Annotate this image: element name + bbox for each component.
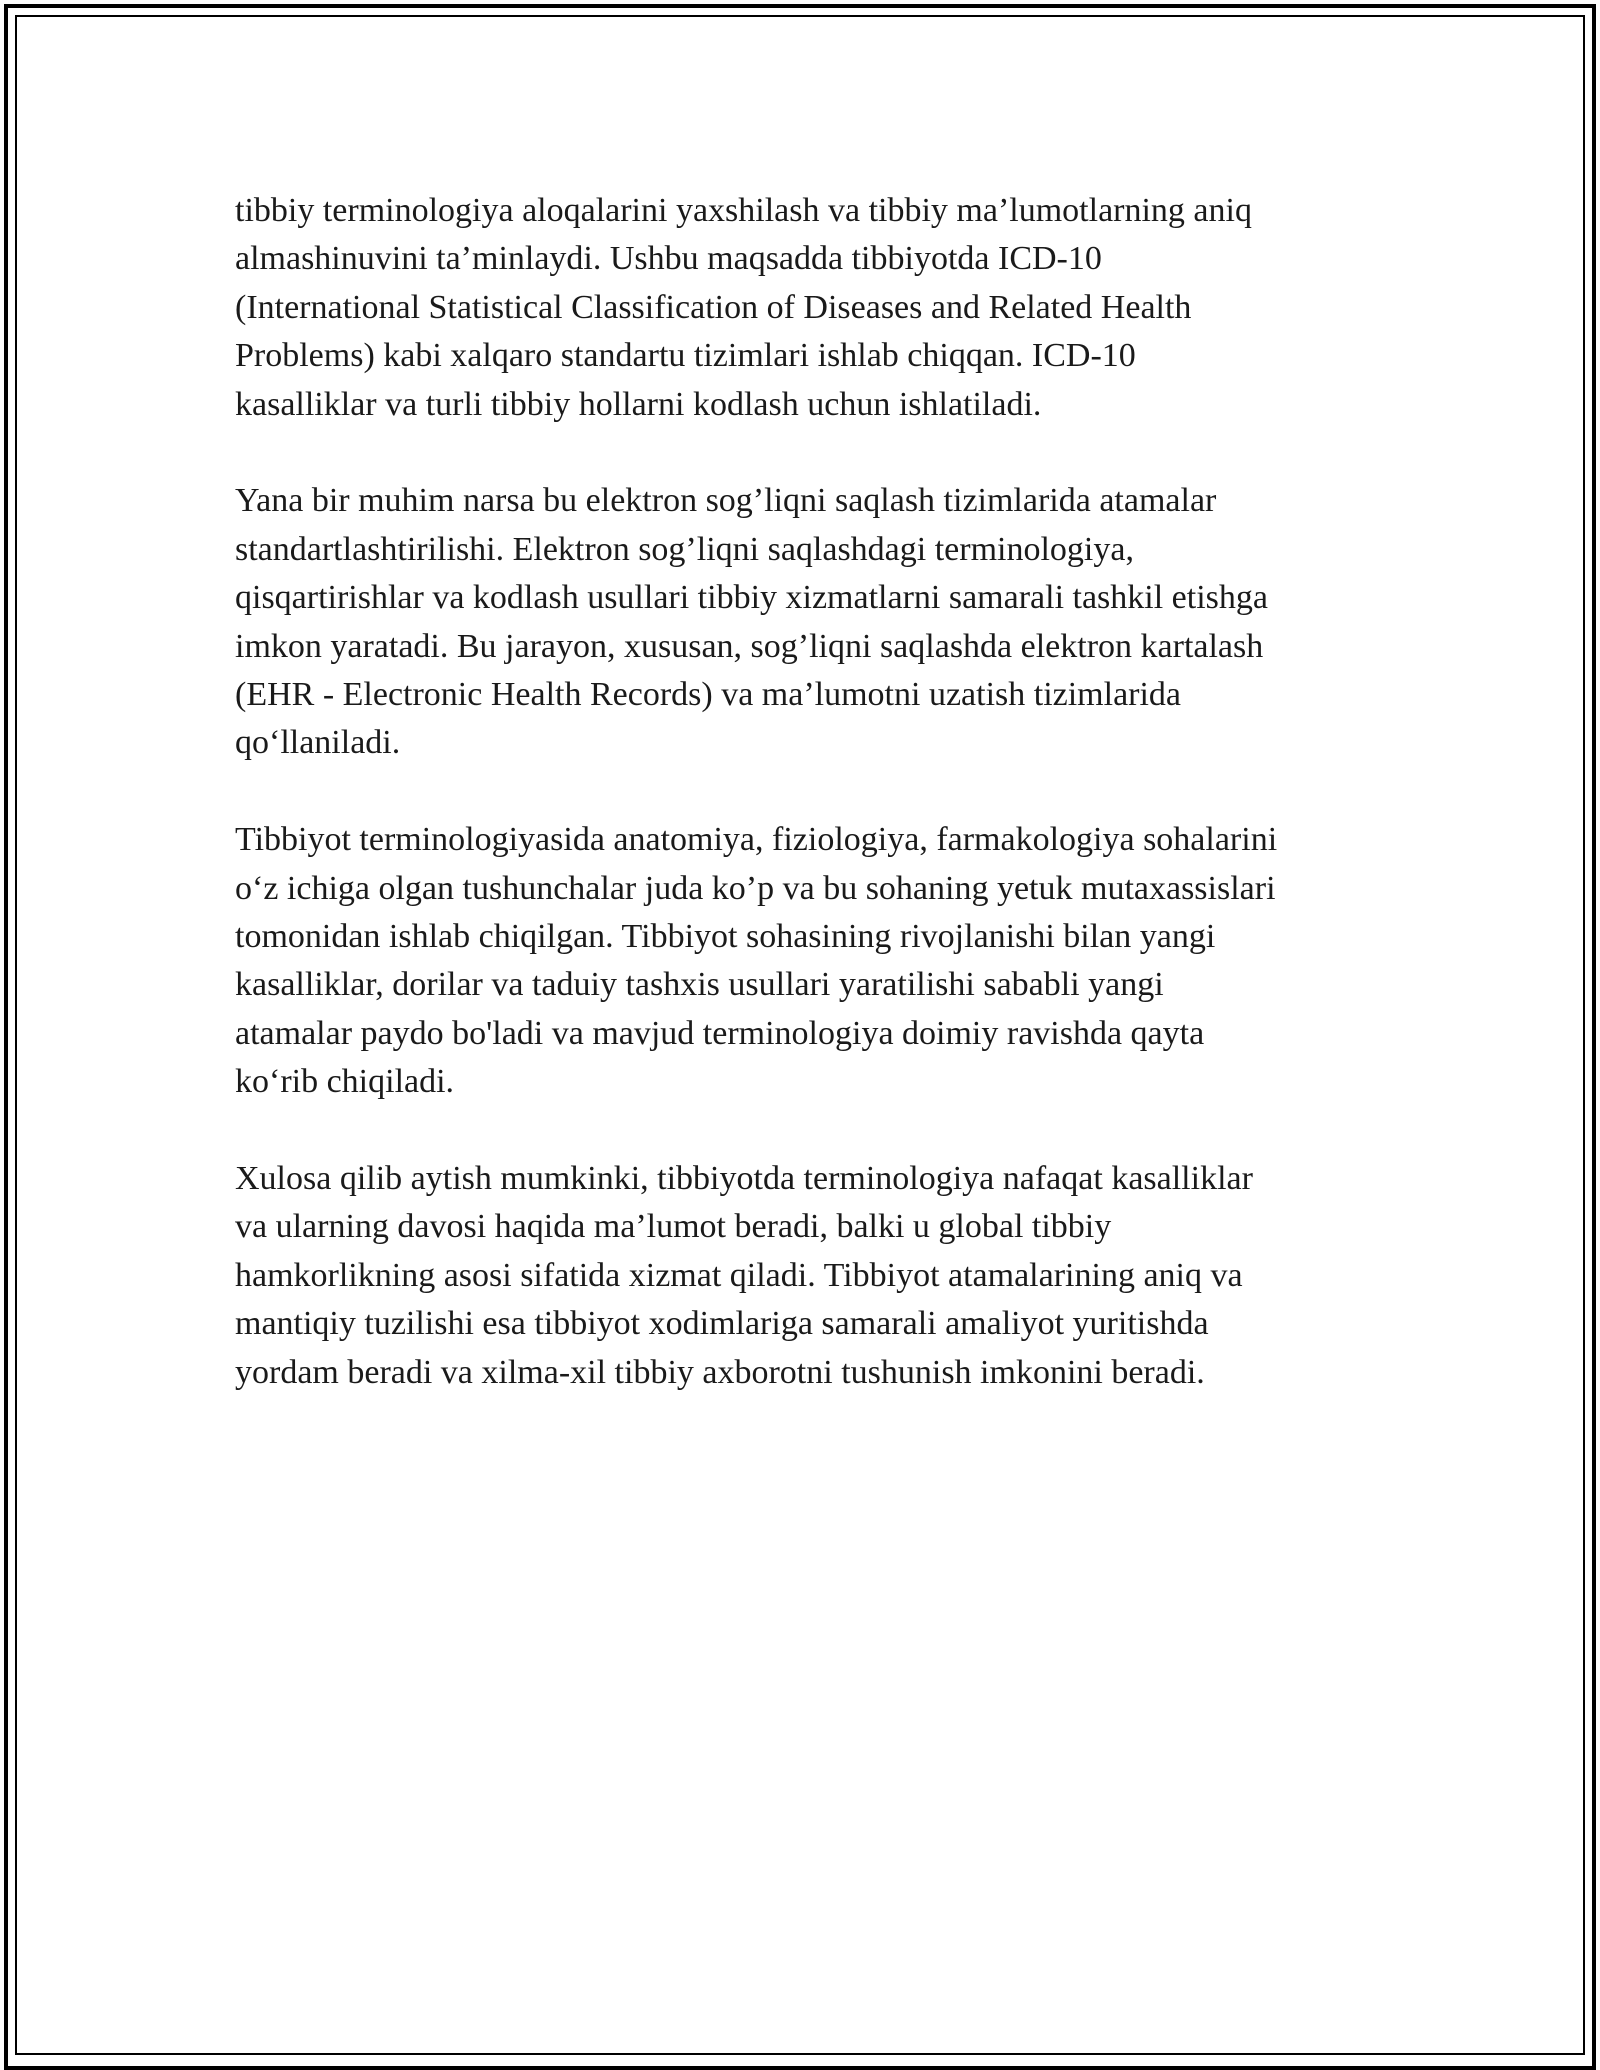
text-line: Yana bir muhim narsa bu elektron sog’liqni saqlash tizimlarida atamalar [235,482,1217,520]
document-body [235,187,1375,1446]
text-line: atamalar paydo bo'ladi va mavjud terminologiya doimiy ravishda qayta [235,1014,1205,1052]
text-line: hamkorlikning asosi sifatida xizmat qiladi. Tibbiyot atamalarining aniq va [235,1256,1243,1294]
text-line: kasalliklar va turli tibbiy hollarni kodlash uchun ishlatiladi. [235,385,1042,423]
paragraph-1 [235,187,1375,429]
text-line: almashinuvini ta’minlaydi. Ushbu maqsadda tibbiyotda ICD-10 [235,240,1102,278]
text-line: tomonidan ishlab chiqilgan. Tibbiyot sohasining rivojlanishi bilan yangi [235,918,1216,956]
text-line: qo‘llaniladi. [235,724,401,762]
text-line: ko‘rib chiqiladi. [235,1063,455,1101]
text-line: (EHR - Electronic Health Records) va ma’lumotni uzatish tizimlarida [235,676,1182,714]
text-line: Xulosa qilib aytish mumkinki, tibbiyotda terminologiya nafaqat kasalliklar [235,1160,1253,1198]
text-line: standartlashtirilishi. Elektron sog’liqni saqlashdagi terminologiya, [235,530,1134,568]
text-line: tibbiy terminologiya aloqalarini yaxshilash va tibbiy ma’lumotlarning aniq [235,192,1252,229]
paragraph-3 [235,816,1375,1106]
text-line: o‘z ichiga olgan tushunchalar juda ko’p va bu sohaning yetuk mutaxassislari [235,869,1276,907]
text-line: Tibbiyot terminologiyasida anatomiya, fiziologiya, farmakologiya sohalarini [235,821,1278,859]
text-line: qisqartirishlar va kodlash usullari tibbiy xizmatlarni samarali tashkil etishga [235,579,1268,617]
text-line: imkon yaratadi. Bu jarayon, xususan, sog’liqni saqlashda elektron kartalash [235,627,1264,665]
text-line: kasalliklar, dorilar va taduiy tashxis usullari yaratilishi sababli yangi [235,966,1164,1004]
text-line: va ularning davosi haqida ma’lumot beradi, balki u global tibbiy [235,1208,1112,1246]
text-line: yordam beradi va xilma-xil tibbiy axborotni tushunish imkonini beradi. [235,1353,1205,1391]
text-line: (International Statistical Classification of Diseases and Related Health [235,288,1192,326]
text-line: Problems) kabi xalqaro standartu tizimlari ishlab chiqqan. ICD-10 [235,337,1136,375]
paragraph-4 [235,1155,1375,1397]
paragraph-2 [235,477,1375,767]
text-line: mantiqiy tuzilishi esa tibbiyot xodimlariga samarali amaliyot yuritishda [235,1305,1209,1343]
